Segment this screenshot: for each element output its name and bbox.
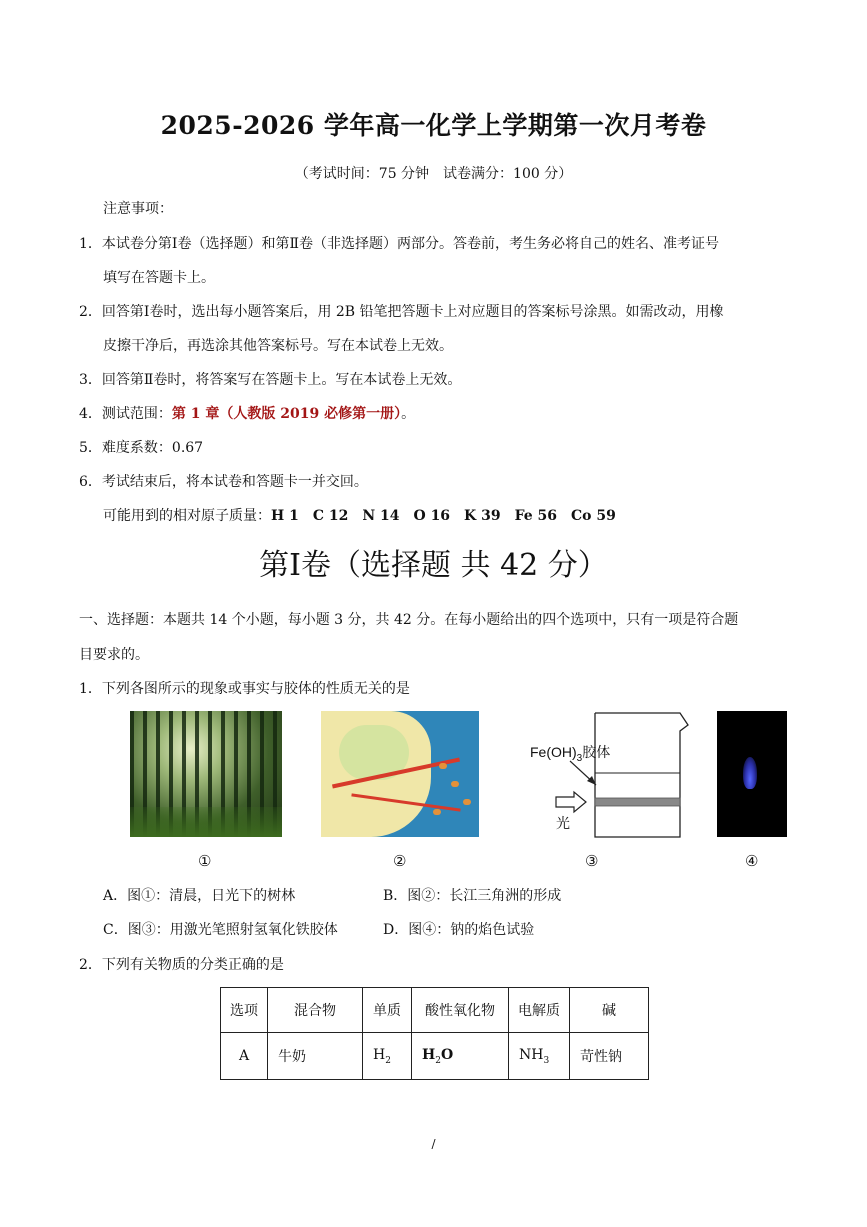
beaker-diagram (520, 705, 700, 850)
note-3 (79, 370, 461, 390)
note-4 (79, 404, 415, 424)
formula-subscript: 3 (543, 1055, 550, 1066)
note-text: 回答第Ⅰ卷时，选出每小题答案后，用 2B 铅笔把答题卡上对应题目的答案标号涂黑。如需改动，用橡 (101, 304, 724, 320)
formula-main: H (373, 1046, 386, 1063)
note-2 (79, 302, 724, 322)
note-number: 2． (79, 304, 102, 320)
table-header-cell: 电解质 (509, 988, 570, 1033)
option-a: A．图①：清晨，日光下的树林 (103, 888, 296, 904)
note-suffix: 。 (401, 406, 416, 422)
note-6 (79, 472, 368, 492)
note-prefix: 测试范围： (101, 406, 172, 422)
formula-main: NH (519, 1046, 544, 1063)
question-2-stem: 2．下列有关物质的分类正确的是 (79, 957, 284, 973)
table-cell: 苛性钠 (570, 1033, 649, 1080)
atomic-mass-label: 可能用到的相对原子质量： (103, 508, 271, 524)
table-cell (363, 1033, 412, 1080)
table-header-cell: 选项 (221, 988, 268, 1033)
formula-main: O (440, 1046, 454, 1063)
light-label: 光 (556, 815, 570, 831)
yangtze-delta-map-image (321, 711, 479, 837)
table-cell (509, 1033, 570, 1080)
beaker-label-subscript: 3 (576, 752, 583, 764)
formula-subscript: 2 (435, 1055, 441, 1066)
test-scope-highlight: 第 1 章（人教版 2019 必修第一册） (171, 406, 402, 422)
classification-table (220, 987, 649, 1080)
table-cell: A (221, 1033, 268, 1080)
formula-main: H (422, 1046, 436, 1063)
note-number: 6． (79, 474, 102, 490)
note-number: 4． (79, 406, 102, 422)
table-header-cell: 单质 (363, 988, 412, 1033)
caption-3: ③ (585, 852, 599, 870)
caption-2: ② (393, 852, 407, 870)
beaker-label (530, 742, 610, 764)
option-d: D．图④：钠的焰色试验 (383, 922, 535, 938)
note-5 (79, 438, 203, 458)
note-1-cont: 填写在答题卡上。 (103, 270, 215, 286)
exam-subtitle: （考试时间：75 分钟 试卷满分：100 分） (294, 166, 573, 182)
option-c: C．图③：用激光笔照射氢氧化铁胶体 (103, 922, 338, 938)
atomic-mass-values: H 1 C 12 N 14 O 16 K 39 Fe 56 Co 59 (271, 508, 616, 524)
notes-heading: 注意事项： (103, 201, 173, 217)
beaker-label-tail: 胶体 (582, 744, 611, 760)
note-text: 回答第Ⅱ卷时，将答案写在答题卡上。写在本试卷上无效。 (101, 372, 462, 388)
atomic-mass-line (103, 506, 616, 526)
option-b: B．图②：长江三角洲的形成 (383, 888, 562, 904)
note-2-cont: 皮擦干净后，再选涂其他答案标号。写在本试卷上无效。 (103, 338, 453, 354)
flame-image (717, 711, 787, 837)
page-footer: / (431, 1137, 436, 1151)
note-text: 考试结束后，将本试卷和答题卡一并交回。 (101, 474, 368, 490)
table-header-row (221, 988, 649, 1033)
table-header-cell: 酸性氧化物 (412, 988, 509, 1033)
note-1 (79, 234, 719, 254)
section-intro: 一、选择题：本题共 14 个小题，每小题 3 分，共 42 分。在每小题给出的四个选项中，只有一项是符合题 (79, 612, 739, 628)
table-header-cell: 混合物 (268, 988, 363, 1033)
note-number: 3． (79, 372, 102, 388)
note-number: 1． (79, 236, 102, 252)
caption-4: ④ (745, 852, 759, 870)
table-row (221, 1033, 649, 1080)
formula-subscript: 2 (385, 1055, 391, 1066)
beaker-label-formula: Fe(OH) (530, 744, 577, 760)
forest-image (130, 711, 282, 837)
note-number: 5． (79, 440, 102, 456)
table-cell (412, 1033, 509, 1080)
section-intro-cont: 目要求的。 (79, 647, 149, 663)
table-header-cell: 碱 (570, 988, 649, 1033)
note-text: 难度系数：0.67 (101, 440, 204, 456)
exam-title: 2025-2026 学年高一化学上学期第一次月考卷 (160, 111, 707, 140)
caption-1: ① (198, 852, 212, 870)
table-cell: 牛奶 (268, 1033, 363, 1080)
note-text: 本试卷分第Ⅰ卷（选择题）和第Ⅱ卷（非选择题）两部分。答卷前，考生务必将自己的姓名、准考证号 (101, 236, 719, 252)
question-1-stem: 1．下列各图所示的现象或事实与胶体的性质无关的是 (79, 681, 410, 697)
section-title: 第Ⅰ卷（选择题 共 42 分） (259, 548, 608, 583)
